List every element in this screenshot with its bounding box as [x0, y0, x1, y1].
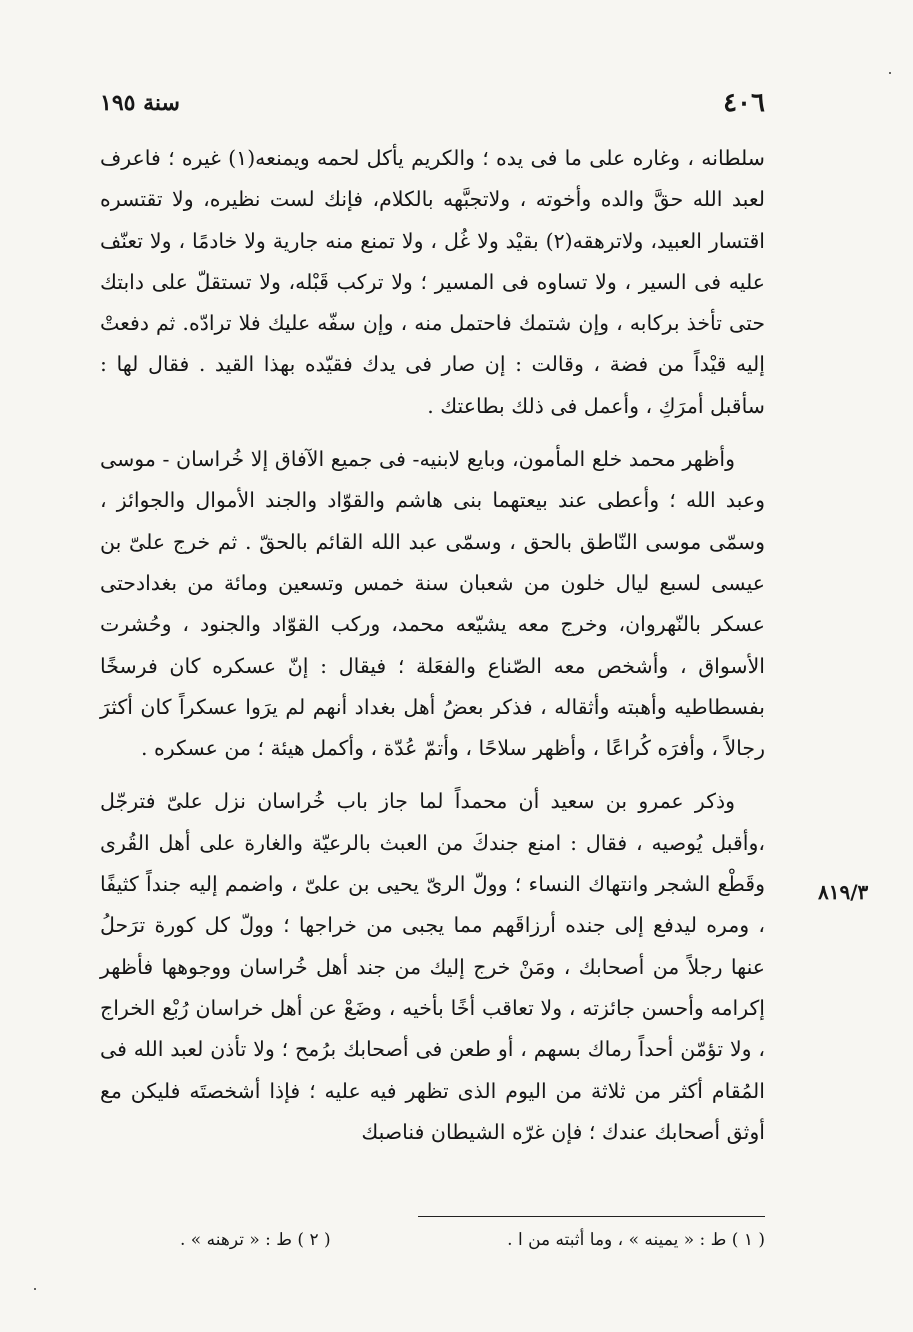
paragraph: سلطانه ، وغاره على ما فى يده ؛ والكريم يأكل لحمه ويمنعه(١) غيره ؛ فاعرف لعبد الله حقَّ والده وأخوته ، ولاتجبَّهه بالكلام، فإنك لست نظيره، ولا تقتسره اقتسار العبيد، ولاترهقه(٢) بقيْد ولا غُل ، ولا تمنع منه جارية ولا خادمًا ، ولا تعنّف عليه فى السير ، ولا تساوه فى المسير ؛ ولا تركب قَبْله، ولا تستقلّ على دابتك حتى تأخذ بركابه ، وإن شتمك فاحتمل منه ، وإن سفّه عليك فلا ترادّه. ثم دفعتْ إليه قيْداً من فضة ، وقالت : إن صار فى يدك فقيّده بهذا القيد . فقال لها : سأقبل أمرَكِ ، وأعمل فى ذلك بطاعتك .	[100, 146, 765, 418]
paragraph: وأظهر محمد خلع المأمون، وبايع لابنيه- فى جميع الآفاق إلا خُراسان - موسى وعبد الله ؛ وأعطى عند بيعتهما بنى هاشم والقوّاد والجند الأموال والجوائز ، وسمّى موسى النّاطق بالحق ، وسمّى عبد الله القائم بالحقّ . ثم خرج علىّ بن عيسى لسبع ليال خلون من شعبان سنة خمس وتسعين ومائة من بغدادحتى عسكر بالنّهروان، وخرج معه يشيّعه محمد، وركب القوّاد والجنود ، وحُشرت الأسواق ، وأشخص معه الصّناع والفعَلة ؛ فيقال : إنّ عسكره كان فرسخًا بفسطاطيه وأهبته وأثقاله ، فذكر بعضُ أهل بغداد أنهم لم يرَوا عسكراً كان أكثرَ رجالاً ، وأفرَه كُراعًا ، وأظهر سلاحًا ، وأتمّ عُدّة ، وأكمل هيئة ؛ من عسكره .	[100, 447, 765, 761]
footnote-1: ( ١ ) ط : « يمينه » ، وما أثبته من ا .	[507, 1230, 765, 1250]
scan-speck	[889, 72, 891, 74]
page-number: ٤٠٦	[723, 88, 765, 118]
page-header	[100, 88, 765, 128]
scan-speck	[34, 1288, 36, 1290]
margin-reference: ٨١٩/٣	[818, 880, 869, 904]
paragraph: وذكر عمرو بن سعيد أن محمداً لما جاز باب خُراسان نزل علىّ فترجّل ،وأقبل يُوصيه ، فقال : امنع جندكَ من العبث بالرعيّة والغارة على أهل القُرى وقَطْع الشجر وانتهاك النساء ؛ وولّ الرىّ يحيى بن علىّ ، واضمم إليه جنداً كثيفًا ، ومره ليدفع إلى جنده أرزاقَهم مما يجبى من خراجها ؛ وولّ كل كورة ترَحلُ عنها رجلاً من أصحابك ، ومَنْ خرج إليك من جند أهل خُراسان ووجوهها فأظهر إكرامه وأحسن جائزته ، ولا تعاقب أخًا بأخيه ، وضَعْ عن أهل خراسان رُبْع الخراج ، ولا تؤمّن أحداً رماك بسهم ، أو طعن فى أصحابك برُمح ؛ ولا تأذن لعبد الله فى المُقام أكثر من ثلاثة من اليوم الذى تظهر فيه عليه ؛ فإذا أشخصتَه فليكن مع أوثق أصحابك عندك ؛ فإن غرّه الشيطان فناصبك	[100, 789, 765, 1144]
running-head: سنة ١٩٥	[100, 90, 180, 116]
footnotes	[160, 1230, 765, 1264]
footnote-divider	[418, 1216, 765, 1217]
body-text	[100, 138, 765, 1153]
footnote-2: ( ٢ ) ط : « ترهنه » .	[180, 1230, 331, 1250]
